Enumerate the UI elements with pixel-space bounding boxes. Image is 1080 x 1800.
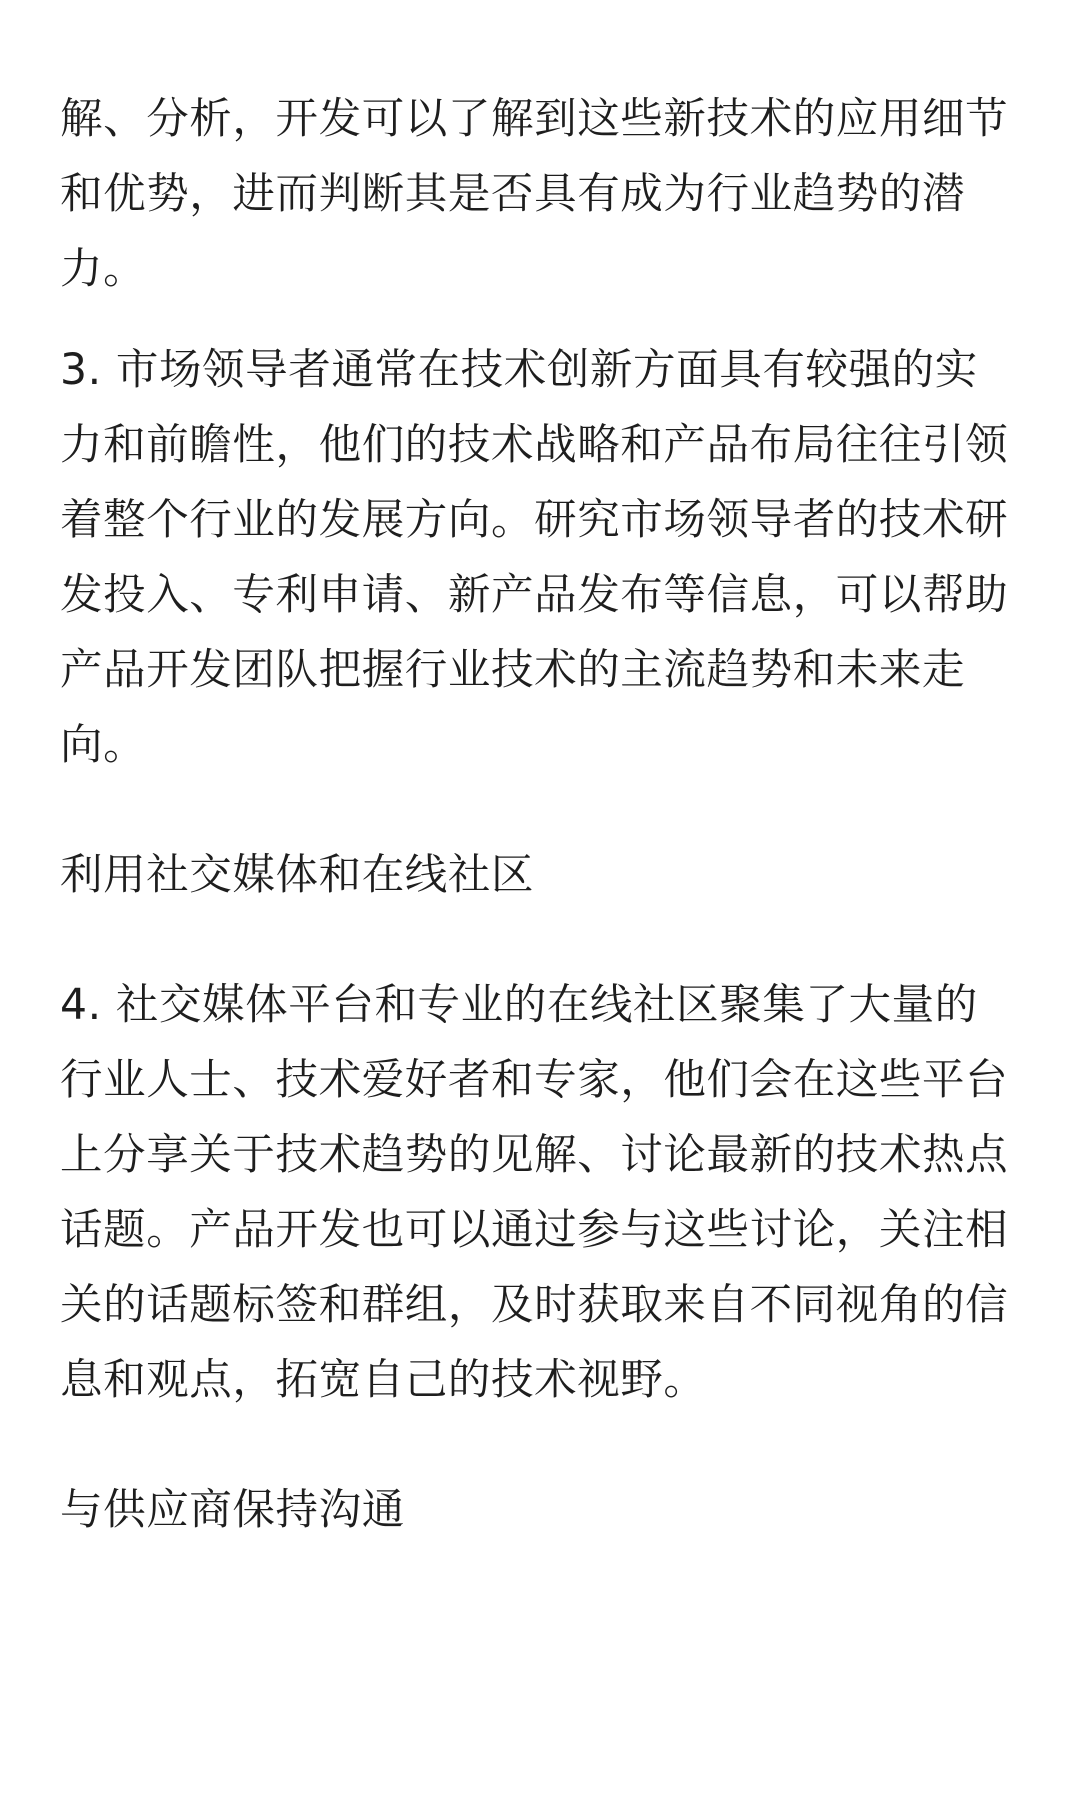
paragraph-4 — [60, 968, 1020, 1418]
section-heading-supplier — [60, 1473, 1020, 1548]
text-line: 力和前瞻性，他们的技术战略和产品布局往往引领 — [60, 421, 1009, 470]
text-line: 着整个行业的发展方向。研究市场领导者的技术研 — [60, 496, 1009, 545]
text-line: 行业人士、技术爱好者和专家，他们会在这些平台 — [60, 1056, 1009, 1105]
text-line: 向。 — [60, 721, 147, 770]
text-line: 话题。产品开发也可以通过参与这些讨论，关注相 — [60, 1206, 1009, 1255]
text-line: 和优势，进而判断其是否具有成为行业趋势的潜 — [60, 170, 966, 219]
text-line: 力。 — [60, 245, 147, 294]
heading-text: 与供应商保持沟通 — [60, 1486, 405, 1535]
paragraph-intro-continued — [60, 82, 1020, 307]
text-line: 关的话题标签和群组，及时获取来自不同视角的信 — [60, 1281, 1009, 1330]
text-line: 产品开发团队把握行业技术的主流趋势和未来走 — [60, 646, 966, 695]
text-line: 3. 市场领导者通常在技术创新方面具有较强的实 — [60, 346, 978, 395]
paragraph-3 — [60, 333, 1020, 783]
text-line: 4. 社交媒体平台和专业的在线社区聚集了大量的 — [60, 981, 978, 1030]
text-line: 上分享关于技术趋势的见解、讨论最新的技术热点 — [60, 1131, 1009, 1180]
heading-text: 利用社交媒体和在线社区 — [60, 851, 535, 900]
article-body — [60, 82, 1020, 1548]
text-line: 解、分析，开发可以了解到这些新技术的应用细节 — [60, 95, 1009, 144]
text-line: 息和观点，拓宽自己的技术视野。 — [60, 1356, 707, 1405]
section-heading-social-media — [60, 838, 1020, 913]
text-line: 发投入、专利申请、新产品发布等信息，可以帮助 — [60, 571, 1009, 620]
